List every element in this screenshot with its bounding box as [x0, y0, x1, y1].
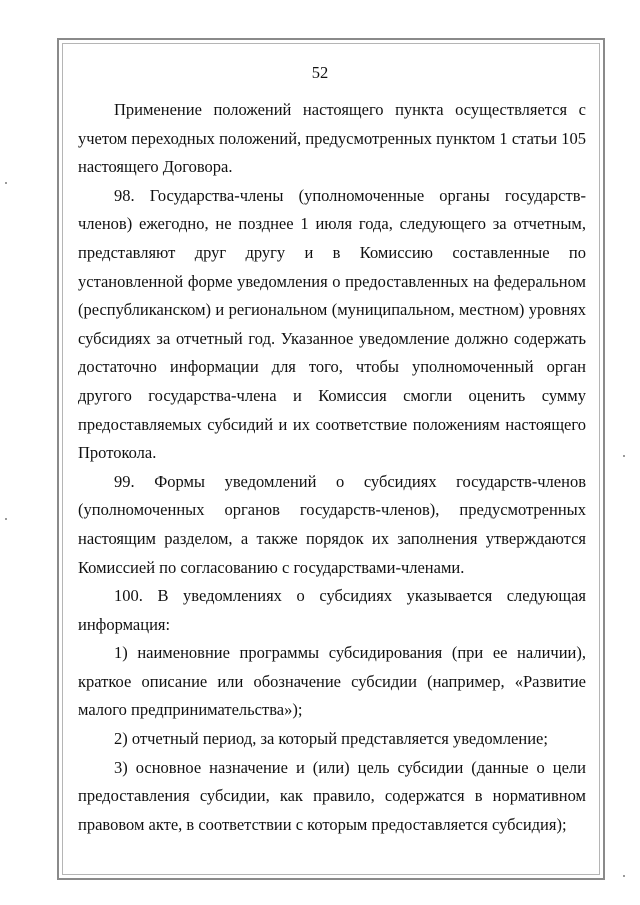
list-item-1: 1) наименовние программы субсидирования (при ее наличии), краткое описание или обозначение субсидии (например, «Развитие малого предпринимательства»);: [78, 643, 586, 720]
document-body: [78, 96, 586, 839]
margin-mark: [5, 182, 7, 184]
paragraph-100: 100. В уведомлениях о субсидиях указывается следующая информация:: [78, 586, 586, 634]
page-number: 52: [311, 63, 329, 82]
margin-mark: [5, 518, 7, 520]
paragraph-98: 98. Государства-члены (уполномоченные органы государств-членов) ежегодно, не позднее 1 июля года, следующего за отчетным, представляют друг другу и в Комиссию составленные по установленной форме уведомления о предоставленных на федеральном (республиканском) и региональном (муниципальном, местном) уровнях субсидиях за отчетный год. Указанное уведомление должно содержать достаточно информации для того, чтобы уполномоченный орган другого государства-члена и Комиссия смогли оценить сумму предоставляемых субсидий и их соответствие положениям настоящего Протокола.: [78, 185, 586, 463]
margin-mark: [623, 455, 625, 457]
margin-mark: [623, 875, 625, 877]
list-item-3: 3) основное назначение и (или) цель субсидии (данные о цели предоставления субсидии, как правило, содержатся в нормативном правовом акте, в соответствии с которым предоставляется субсидия);: [78, 757, 586, 834]
paragraph-99: 99. Формы уведомлений о субсидиях государств-членов (уполномоченных органов государств-членов), предусмотренных настоящим разделом, а также порядок их заполнения утверждаются Комиссией по согласованию с государствами-членами.: [78, 471, 586, 577]
list-item-2: 2) отчетный период, за который представляется уведомление;: [114, 729, 548, 749]
paragraph-transition-note: Применение положений настоящего пункта осуществляется с учетом переходных положений, предусмотренных пунктом 1 статьи 105 настоящего Договора.: [78, 100, 586, 177]
